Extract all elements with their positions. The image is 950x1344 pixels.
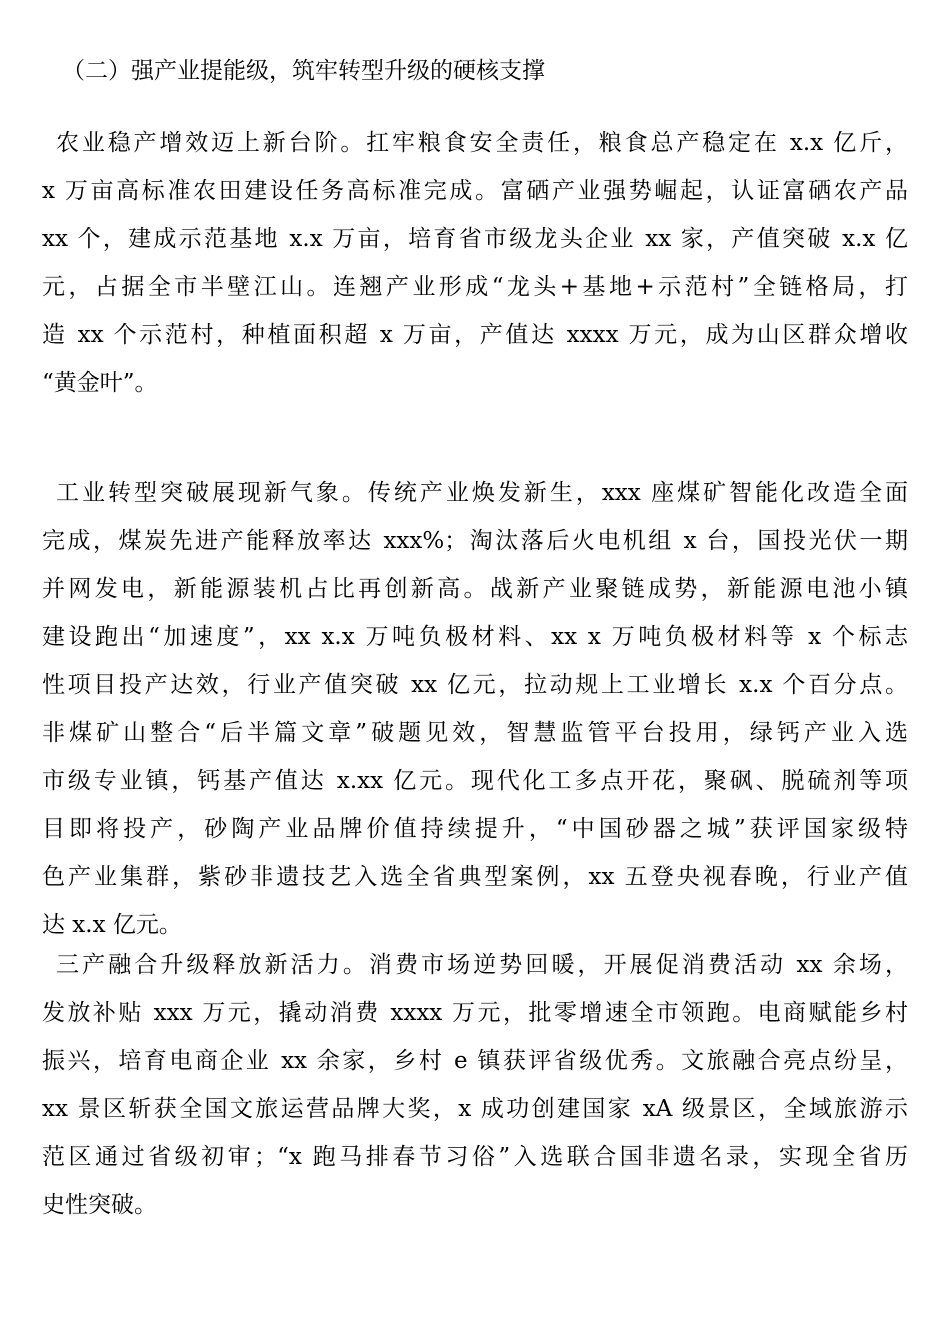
text-line: “黄金叶”。 [42, 370, 158, 396]
text-line: 元，占据全市半壁江山。连翘产业形成“龙头+基地+示范村”全链格局，打 [42, 274, 908, 300]
text-line: 农业稳产增效迈上新台阶。扛牢粮食安全责任，粮食总产稳定在 x.x 亿斤， [56, 130, 908, 156]
text-line: 性项目投产达效，行业产值突破 xx 亿元，拉动规上工业增长 x.x 个百分点。 [42, 672, 908, 698]
text-line: 工业转型突破展现新气象。传统产业焕发新生，xxx 座煤矿智能化改造全面 [56, 480, 908, 506]
text-line: 造 xx 个示范村，种植面积超 x 万亩，产值达 xxxx 万元，成为山区群众增收 [42, 322, 908, 348]
text-line: 史性突破。 [42, 1192, 157, 1218]
text-line: 达 x.x 亿元。 [42, 912, 182, 938]
text-line: 完成，煤炭先进产能释放率达 xxx%；淘汰落后火电机组 x 台，国投光伏一期 [42, 528, 908, 554]
paragraph-industry [42, 469, 908, 949]
text-line: 建设跑出“加速度”，xx x.x 万吨负极材料、xx x 万吨负极材料等 x 个标志 [42, 624, 908, 650]
text-line: 目即将投产，砂陶产业品牌价值持续提升，“中国砂器之城”获评国家级特 [42, 816, 908, 842]
text-line: 振兴，培育电商企业 xx 余家，乡村 e 镇获评省级优秀。文旅融合亮点纷呈， [42, 1048, 908, 1074]
paragraph-agriculture [42, 119, 908, 407]
text-line: 并网发电，新能源装机占比再创新高。战新产业聚链成势，新能源电池小镇 [42, 576, 908, 602]
text-line: 色产业集群，紫砂非遗技艺入选全省典型案例，xx 五登央视春晚，行业产值 [42, 864, 908, 890]
text-line: 发放补贴 xxx 万元，撬动消费 xxxx 万元，批零增速全市领跑。电商赋能乡村 [42, 1000, 908, 1026]
paragraph-tertiary [42, 941, 908, 1229]
text-line: 非煤矿山整合“后半篇文章”破题见效，智慧监管平台投用，绿钙产业入选 [42, 720, 908, 746]
text-line: 市级专业镇，钙基产值达 x.xx 亿元。现代化工多点开花，聚砜、脱硫剂等项 [42, 768, 908, 794]
text-line: 三产融合升级释放新活力。消费市场逆势回暖，开展促消费活动 xx 余场， [56, 952, 908, 978]
text-line: xx 景区斩获全国文旅运营品牌大奖，x 成功创建国家 xA 级景区，全域旅游示 [42, 1096, 908, 1122]
text-line: xx 个，建成示范基地 x.x 万亩，培育省市级龙头企业 xx 家，产值突破 x.x 亿 [42, 226, 908, 252]
section-heading: （二）强产业提能级，筑牢转型升级的硬核支撑 [62, 58, 545, 84]
text-line: x 万亩高标准农田建设任务高标准完成。富硒产业强势崛起，认证富硒农产品 [42, 178, 908, 204]
text-line: 范区通过省级初审；“x 跑马排春节习俗”入选联合国非遗名录，实现全省历 [42, 1144, 908, 1170]
